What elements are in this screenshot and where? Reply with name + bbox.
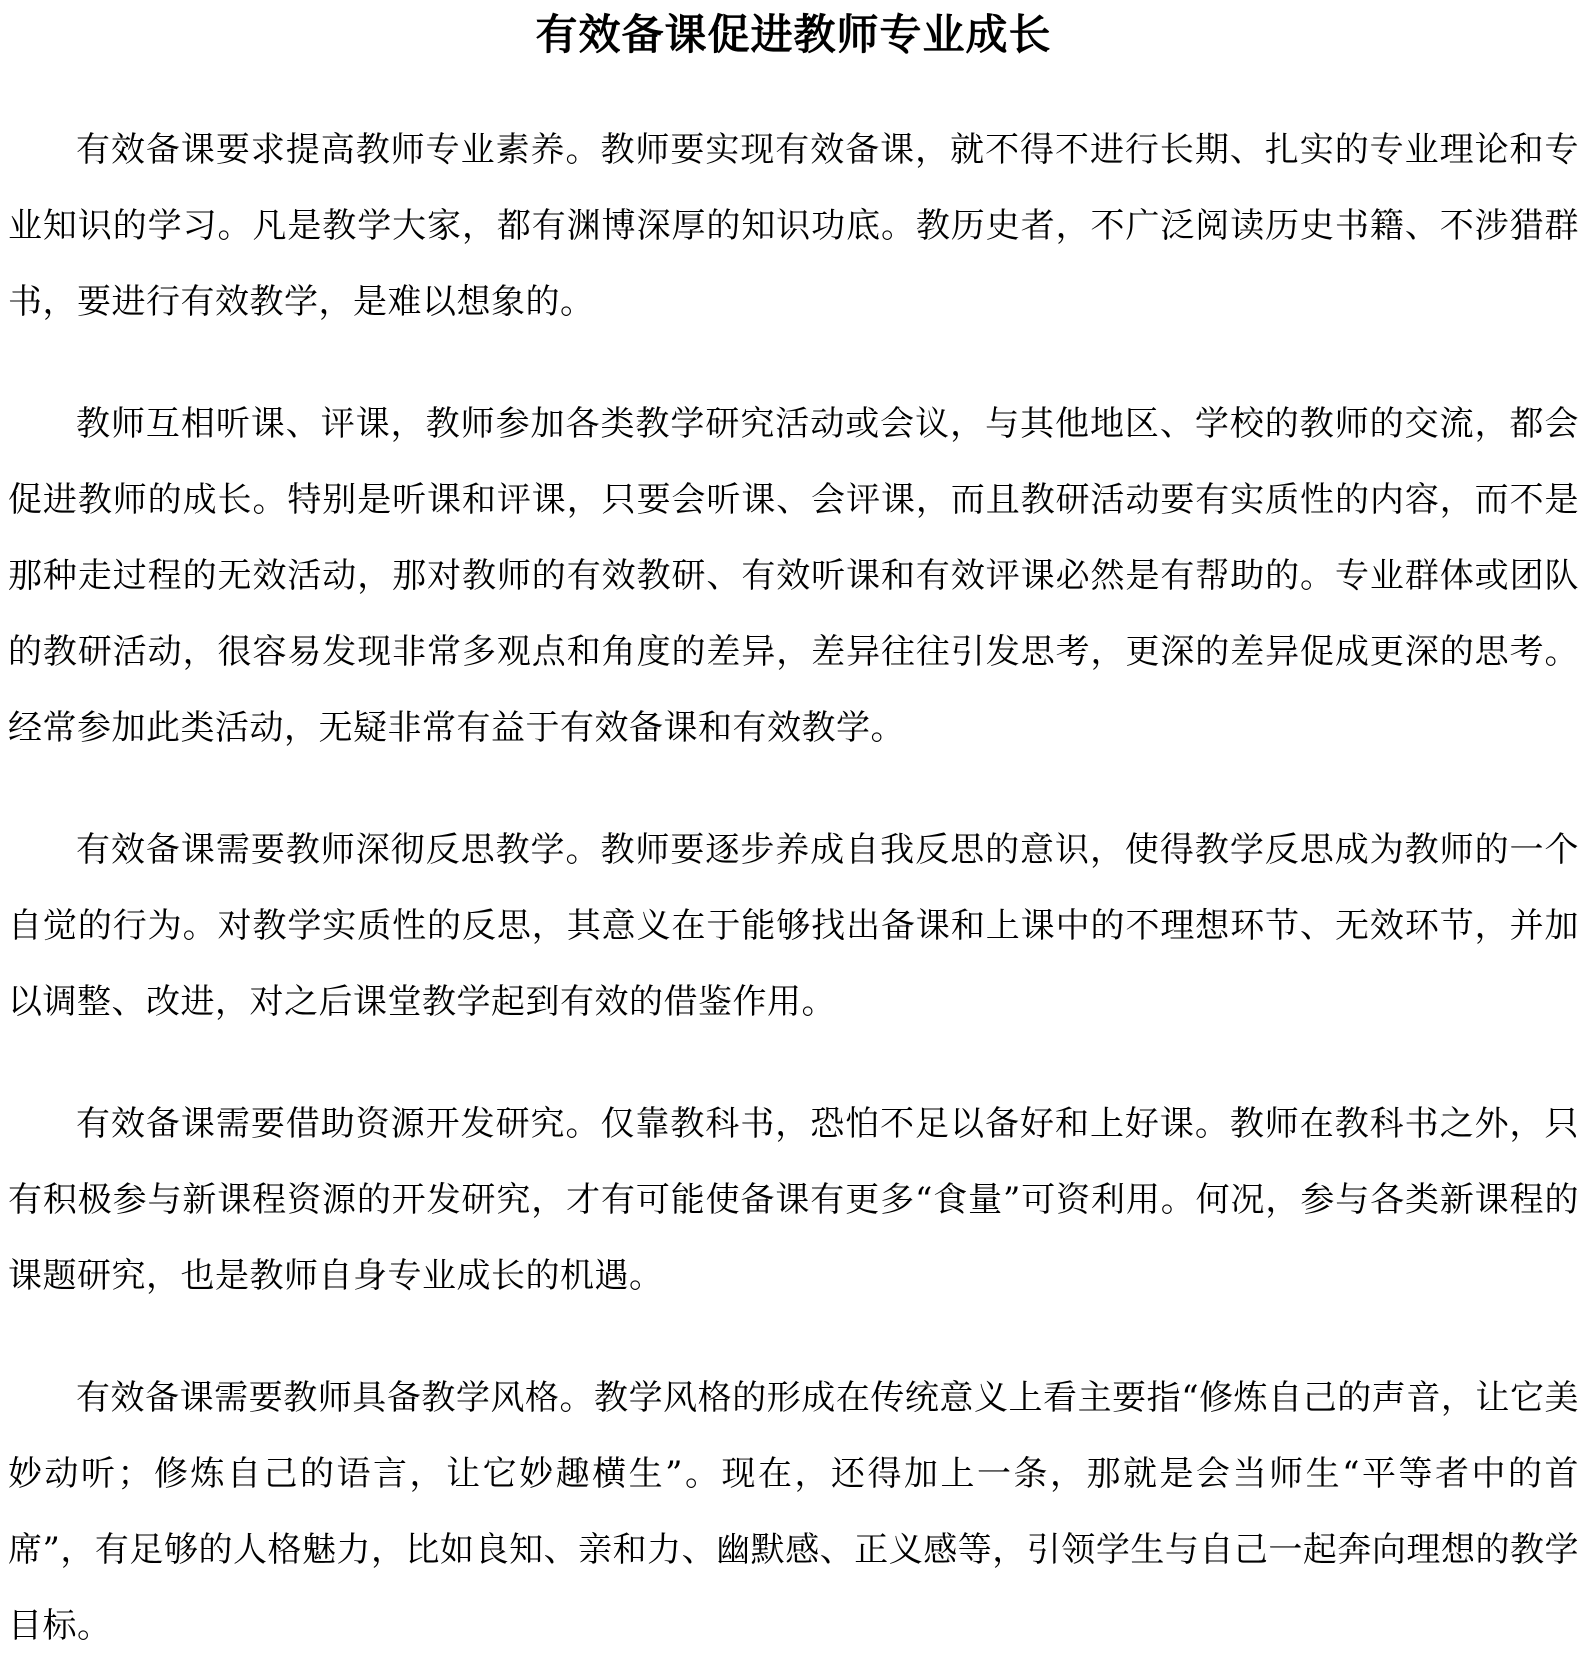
document-body	[8, 112, 1579, 1664]
paragraph: 有效备课需要教师深彻反思教学。教师要逐步养成自我反思的意识，使得教学反思成为教师的一个自觉的行为。对教学实质性的反思，其意义在于能够找出备课和上课中的不理想环节、无效环节，并加以调整、改进，对之后课堂教学起到有效的借鉴作用。	[8, 830, 1579, 1022]
paragraph: 教师互相听课、评课，教师参加各类教学研究活动或会议，与其他地区、学校的教师的交流，都会促进教师的成长。特别是听课和评课，只要会听课、会评课，而且教研活动要有实质性的内容，而不是那种走过程的无效活动，那对教师的有效教研、有效听课和有效评课必然是有帮助的。专业群体或团队的教研活动，很容易发现非常多观点和角度的差异，差异往往引发思考，更深的差异促成更深的思考。经常参加此类活动，无疑非常有益于有效备课和有效教学。	[8, 404, 1579, 748]
document-title: 有效备课促进教师专业成长	[535, 10, 1052, 59]
paragraph: 有效备课要求提高教师专业素养。教师要实现有效备课，就不得不进行长期、扎实的专业理论和专业知识的学习。凡是教学大家，都有渊博深厚的知识功底。教历史者，不广泛阅读历史书籍、不涉猎群书，要进行有效教学，是难以想象的。	[8, 130, 1579, 322]
paragraph: 有效备课需要借助资源开发研究。仅靠教科书，恐怕不足以备好和上好课。教师在教科书之外，只有积极参与新课程资源的开发研究，才有可能使备课有更多“食量”可资利用。何况，参与各类新课程的课题研究，也是教师自身专业成长的机遇。	[8, 1104, 1579, 1296]
paragraph: 有效备课需要教师具备教学风格。教学风格的形成在传统意义上看主要指“修炼自己的声音，让它美妙动听；修炼自己的语言，让它妙趣横生”。现在，还得加上一条，那就是会当师生“平等者中的首席”，有足够的人格魅力，比如良知、亲和力、幽默感、正义感等，引领学生与自己一起奔向理想的教学目标。	[8, 1378, 1579, 1646]
